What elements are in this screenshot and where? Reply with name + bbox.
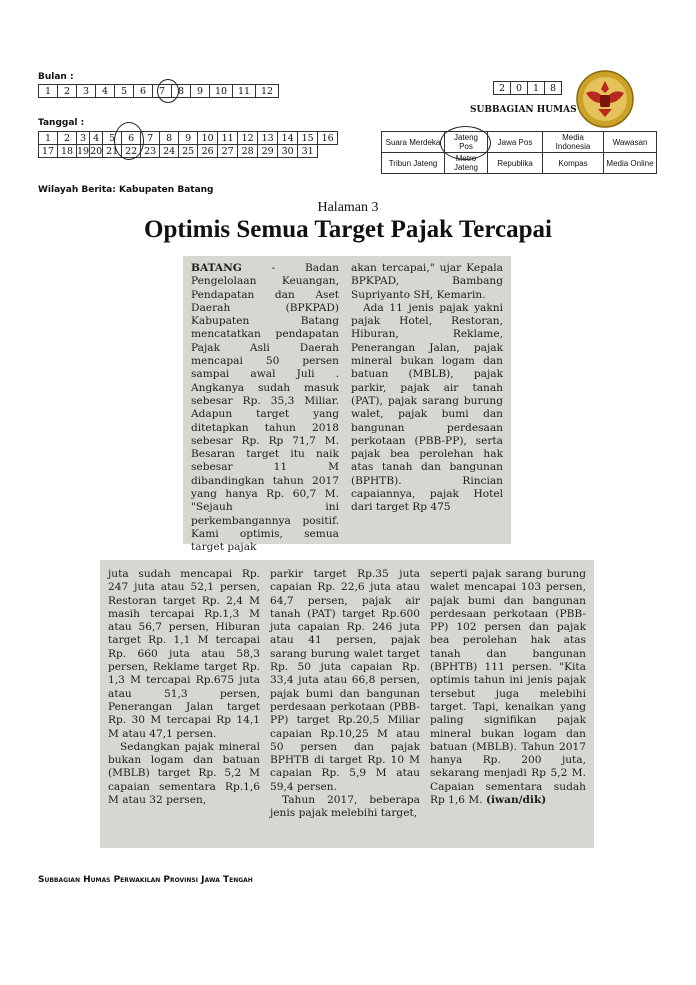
date-cell: 9 [179,132,198,145]
bulan-label: Bulan : [38,72,74,82]
year-grid [493,81,562,95]
department-title: SUBBAGIAN HUMAS [470,105,577,115]
article-text: akan tercapai," ujar Kepala BPKPAD, Bambang Supriyanto SH, Kemarin. [351,262,503,301]
date-cell: 19 [77,145,90,157]
headline: Optimis Semua Target Pajak Tercapai [144,216,552,243]
month-cell: 5 [115,85,134,98]
date-cell: 26 [198,145,218,158]
tanggal-label: Tanggal : [38,118,85,128]
footer: Subbagian Humas Perwakilan Provinsi Jawa Tengah [38,875,253,885]
date-cell: 18 [58,145,77,158]
article-column [351,262,503,515]
article-dateline: BATANG [191,262,242,274]
selected-media-circle [440,126,491,160]
date-cell: 8 [160,132,179,145]
month-cell: 1 [39,85,58,98]
date-cell: 22 [122,145,141,158]
month-cell: 8 [172,85,191,98]
date-cell: 6 [122,132,141,145]
article-text: Sedangkan pajak mineral bukan logam dan batuan (MBLB) target Rp. 5,2 M capaian sementara Rp.1,6 M atau 32 persen, [108,740,260,807]
article-text: parkir target Rp.35 juta capaian Rp. 22,6 juta atau 64,7 persen, pajak air tanah (PAT) target Rp.600 juta capaian Rp. 246 juta atau 41 persen, pajak sarang burung walet target Rp. 50 juta capaian Rp. 33,4 juta atau 66,8 persen, pajak bumi dan bangunan perdesaan perkotaan (PBB-PP) target Rp.20,5 Miliar capaian Rp.10,25 M atau 50 persen dan pajak BPHTB di target Rp. 10 M capaian Rp. 5,9 M atau 59,4 persen. [270,568,420,793]
media-cell: Jateng Pos [445,132,488,153]
article-text: juta sudah mencapai Rp. 247 juta atau 52,1 persen, Restoran target Rp. 2,4 M masih tercapai Rp.1,3 M atau 56,7 persen, Hiburan target Rp. 1,1 M tercapai Rp. 660 juta atau 58,3 persen, Reklame target Rp. 1,3 M tercapai Rp.675 juta atau 51,3 persen, Penerangan Jalan target Rp. 30 M tercapai Rp 14,1 M atau 47,1 persen. [108,568,260,740]
article-column [270,568,420,821]
article-text: Ada 11 jenis pajak yakni pajak Hotel, Restoran, Hiburan, Reklame, Penerangan Jalan, pajak mineral bukan logam dan batuan (MBLB), pajak parkir, pajak air tanah (PAT), pajak sarang burung walet, pajak bumi dan bangunan perdesaan perkotaan (PBB-PP), serta pajak bea perolehan hak atas tanah dan bangunan (BPHTB). Rincian capaiannya, pajak Hotel dari target Rp 475 [351,301,503,514]
media-cell: Tribun Jateng [382,153,445,174]
year-digit: 8 [545,82,562,95]
month-cell: 12 [256,85,279,98]
date-cell: 23 [141,145,160,158]
media-table [381,131,657,174]
selected-date-circle [114,122,144,160]
date-cell: 10 [198,132,218,145]
article-text: Tahun 2017, beberapa jenis pajak melebihi target, [270,794,420,820]
article-clipping-top [183,256,511,554]
month-cell: 4 [96,85,115,98]
date-cell: 30 [278,145,298,158]
month-cell: 11 [233,85,256,98]
wilayah-berita: Wilayah Berita: Kabupaten Batang [38,185,214,195]
month-cell: 2 [58,85,77,98]
article-column [430,568,586,807]
date-cell: 25 [179,145,198,158]
media-cell: Media Indonesia [543,132,604,153]
date-cell: 2 [58,132,77,145]
date-cell: 1 [39,132,58,145]
media-cell: Jawa Pos [488,132,543,153]
article-column [108,568,260,807]
year-digit: 2 [494,82,511,95]
date-cell: 14 [278,132,298,145]
date-cell: 12 [238,132,258,145]
article-clipping-bottom [100,560,594,848]
article-byline: (iwan/dik) [485,794,547,807]
date-cell: 21 [103,145,122,158]
selected-month-circle [157,79,179,103]
date-cell: 5 [103,132,122,145]
page-number: Halaman 3 [317,200,379,215]
garuda-emblem-icon [574,69,636,129]
year-digit: 0 [511,82,528,95]
date-cell: 4 [90,132,103,145]
media-cell: Metro Jateng [445,153,488,174]
month-cell: 7 [153,85,172,98]
article-text: seperti pajak sarang burung walet mencapai 103 persen, pajak bumi dan bangunan perdesaan perkotaan (PBB-PP) 102 persen dan pajak bea perolehan hak atas tanah dan bangunan (BPHTB) 111 persen. "Kita optimis tahun ini jenis pajak tersebut juga melebihi target. Tapi, kenaikan yang paling signifikan pajak mineral bukan logam dan batuan (MBLB). Tahun 2017 hanya Rp. 200 juta, sekarang menjadi Rp 5,2 M. Capaian sementara sudah Rp 1,6 M. [430,568,586,807]
date-cell: 11 [218,132,238,145]
month-cell: 6 [134,85,153,98]
media-cell: Media Online [604,153,657,174]
article-column [191,262,339,555]
date-cell: 13 [258,132,278,145]
month-cell: 9 [191,85,210,98]
media-cell: Kompas [543,153,604,174]
tanggal-grid [38,131,338,158]
month-cell: 3 [77,85,96,98]
date-cell: 15 [298,132,318,145]
date-cell: 31 [298,145,318,158]
date-cell: 20 [90,145,103,157]
media-cell: Suara Merdeka [382,132,445,153]
media-cell: Republika [488,153,543,174]
date-cell: 28 [238,145,258,158]
date-cell: 17 [39,145,58,158]
date-cell: 29 [258,145,278,158]
date-cell: 3 [77,132,90,145]
year-digit: 1 [528,82,545,95]
date-cell: 16 [318,132,338,145]
date-cell-empty [318,145,338,158]
date-cell: 7 [141,132,160,145]
date-cell: 27 [218,145,238,158]
month-cell: 10 [210,85,233,98]
date-cell: 24 [160,145,179,158]
article-text: - Badan Pengelolaan Keuangan, Pendapatan dan Aset Daerah (BPKPAD) Kabupaten Batang mencatatkan pendapatan Pajak Asli Daerah mencapai 50 persen sampai awal Juli . Angkanya sudah masuk sebesar Rp. 35,3 Miliar. Adapun target yang ditetapkan tahun 2018 sebesar Rp. Rp 71,7 M. Besaran target itu naik sebesar 11 M dibandingkan tahun 2017 yang hanya Rp. 60,7 M. "Sejauh ini perkembangannya positif. Kami optimis, semua target pajak [191,262,339,554]
media-cell: Wawasan [604,132,657,153]
